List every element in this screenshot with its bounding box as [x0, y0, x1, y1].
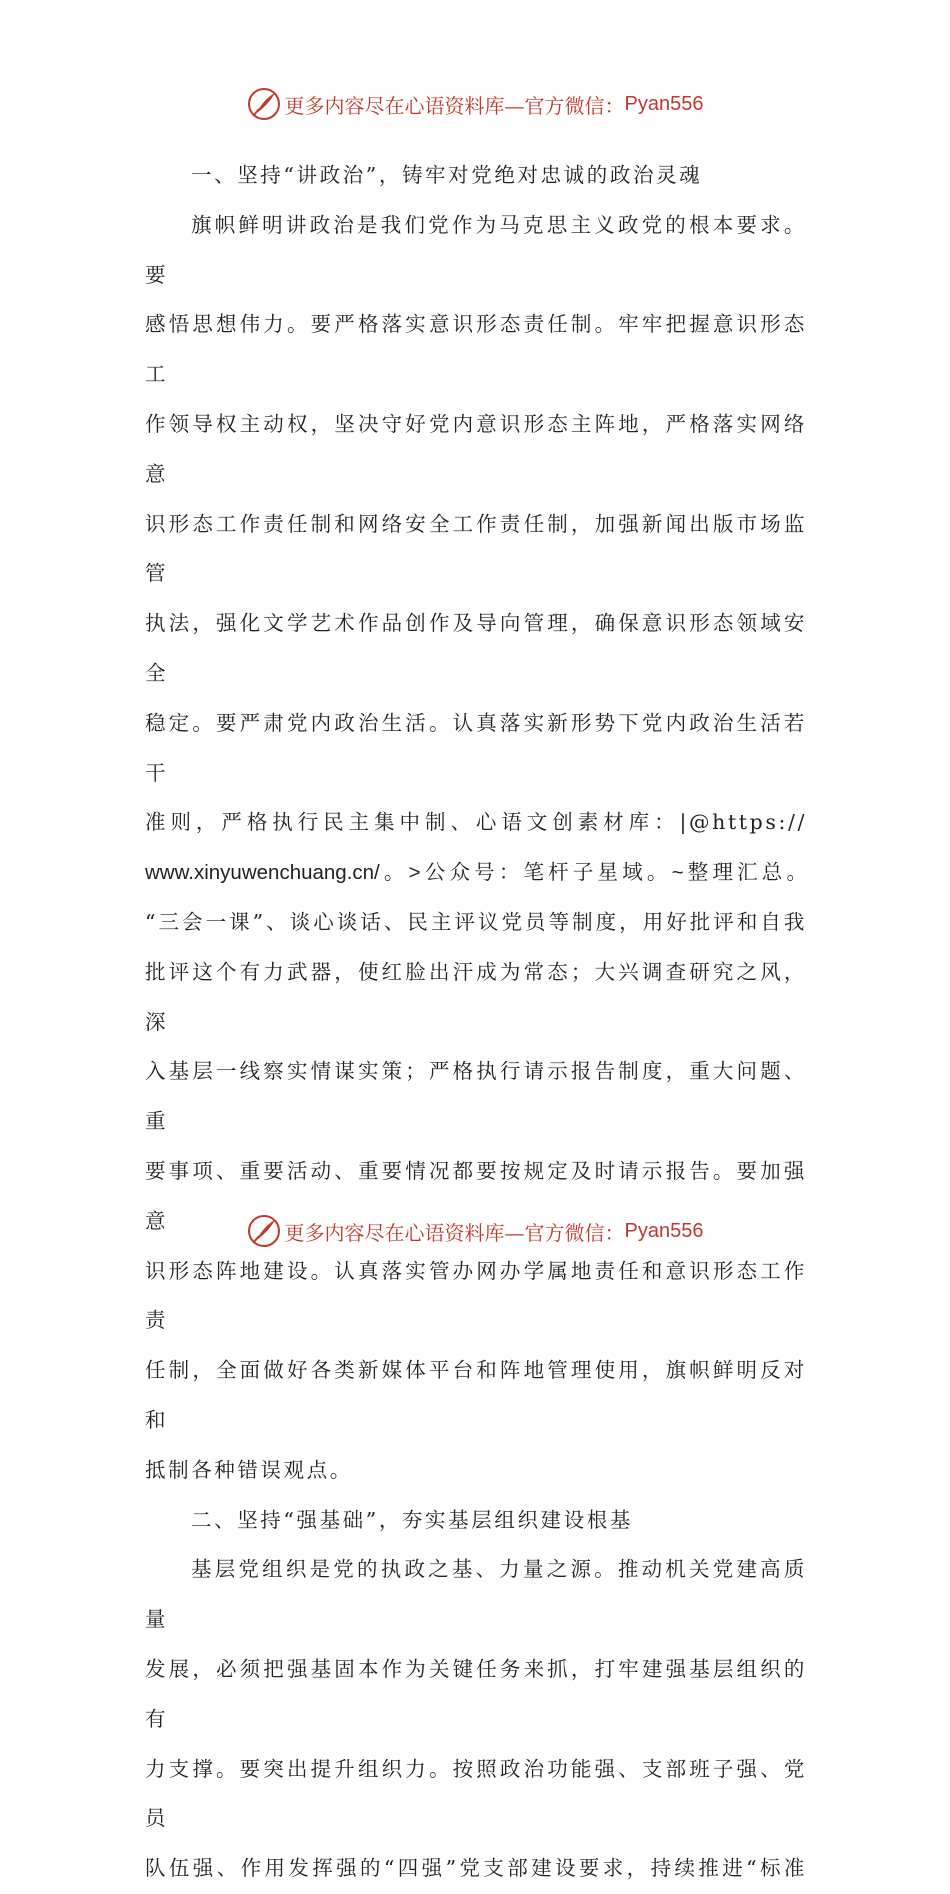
- para1-line-8: www.xinyuwenchuang.cn/。>公众号：笔杆子星域。~整理汇总。: [145, 861, 807, 885]
- para1-line-3: 作领导权主动权，坚决守好党内意识形态主阵地，严格落实网络意: [145, 411, 807, 486]
- para1-line-11: 入基层一线察实情谋实策；严格执行请示报告制度，重大问题、重: [145, 1059, 807, 1134]
- feather-pen-logo-icon: [247, 87, 281, 121]
- para1-line-6: 稳定。要严肃党内政治生活。认真落实新形势下党内政治生活若干: [145, 710, 807, 785]
- para2-line-4: 队伍强、作用发挥强的“四强”党支部建设要求，持续推进“标准: [145, 1856, 807, 1881]
- para2-line-3: 力支撑。要突出提升组织力。按照政治功能强、支部班子强、党员: [145, 1756, 807, 1831]
- header-watermark-banner: [0, 84, 950, 124]
- document-body: [145, 151, 807, 1894]
- para1-line-9: “三会一课”、谈心谈话、民主评议党员等制度，用好批评和自我: [145, 909, 807, 934]
- para1-line-12: 要事项、重要活动、重要情况都要按规定及时请示报告。要加强意: [145, 1158, 807, 1233]
- para1-line-7: 准则，严格执行民主集中制、心语文创素材库：|@https://: [145, 810, 807, 835]
- feather-pen-logo-icon: [247, 1214, 281, 1248]
- para1-line-15: 抵制各种错误观点。: [145, 1457, 353, 1482]
- para1-line-5: 执法，强化文学艺术作品创作及导向管理，确保意识形态领域安全: [145, 611, 807, 685]
- para2-line-2: 发展，必须把强基固本作为关键任务来抓，打牢建强基层组织的有: [145, 1656, 807, 1731]
- section-heading-1: 一、坚持“讲政治”，铸牢对党绝对忠诚的政治灵魂: [191, 163, 703, 187]
- para1-line-13: 识形态阵地建设。认真落实管办网办学属地责任和意识形态工作责: [145, 1258, 807, 1333]
- para1-line-10: 批评这个有力武器，使红脸出汗成为常态；大兴调查研究之风，深: [145, 959, 807, 1034]
- para1-line-14: 任制，全面做好各类新媒体平台和阵地管理使用，旗帜鲜明反对和: [145, 1358, 807, 1432]
- para1-line-1: 旗帜鲜明讲政治是我们党作为马克思主义政党的根本要求。要: [145, 212, 807, 287]
- banner-wechat-id: Pyan556: [624, 92, 704, 115]
- banner-text-cn: 更多内容尽在心语资料库—官方微信：: [284, 1220, 625, 1245]
- para1-line-4: 识形态工作责任制和网络安全工作责任制，加强新闻出版市场监管: [145, 511, 807, 586]
- para2-line-1: 基层党组织是党的执政之基、力量之源。推动机关党建高质量: [145, 1557, 807, 1632]
- section-heading-2: 二、坚持“强基础”，夯实基层组织建设根基: [191, 1507, 633, 1532]
- banner-wechat-id: Pyan556: [624, 1219, 704, 1242]
- banner-text-cn: 更多内容尽在心语资料库—官方微信：: [284, 93, 625, 118]
- para1-line-2: 感悟思想伟力。要严格落实意识形态责任制。牢牢把握意识形态工: [145, 312, 807, 387]
- footer-watermark-banner: [0, 1211, 950, 1251]
